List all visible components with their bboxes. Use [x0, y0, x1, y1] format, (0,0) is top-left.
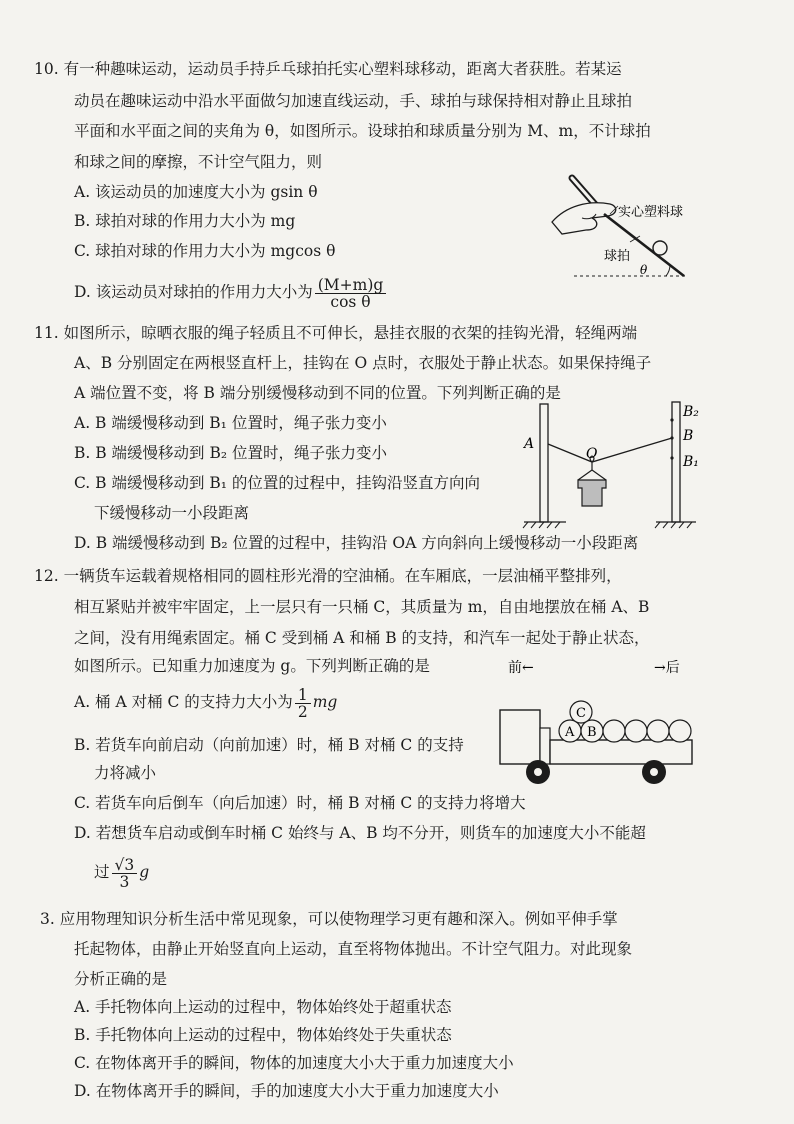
q12-stem-line-2: 相互紧贴并被牢牢固定，上一层只有一只桶 C，其质量为 m，自由地摆放在桶 A、B [74, 598, 650, 616]
label-barrel-c: C [576, 706, 586, 721]
q10-racket-figure [548, 172, 708, 282]
q12-option-c: C. 若货车向后倒车（向后加速）时，桶 B 对桶 C 的支持力将增大 [74, 794, 526, 812]
q10-option-d-numerator: (M+m)g [315, 277, 387, 294]
q10-stem-line-1: 10. 有一种趣味运动，运动员手持乒乓球拍托实心塑料球移动，距离大者获胜。若某运 [34, 60, 622, 78]
q12-truck-figure [494, 658, 706, 788]
q10-option-d [74, 272, 388, 312]
q10-option-a: A. 该运动员的加速度大小为 gsin θ [74, 183, 318, 201]
left-pole [540, 404, 548, 522]
label-b1: B₁ [683, 454, 699, 470]
q12-option-a-denominator: 2 [297, 702, 308, 721]
q13-stem-line-3: 分析正确的是 [74, 970, 168, 988]
truck-cab [500, 710, 540, 764]
q10-option-d-prefix: D. 该运动员对球拍的作用力大小为 [74, 283, 313, 301]
q12-option-d-tail-prefix: 过 [94, 863, 110, 881]
q12-option-d-cont [94, 852, 149, 892]
q10-stem-line-3: 平面和水平面之间的夹角为 θ，如图所示。设球拍和球质量分别为 M、m，不计球拍 [74, 122, 651, 140]
rear-wheel-hub [650, 768, 658, 776]
barrel-5 [647, 720, 669, 742]
label-front: 前← [508, 660, 534, 676]
q12-option-a-prefix: A. 桶 A 对桶 C 的支持力大小为 [74, 693, 293, 711]
q10-option-c: C. 球拍对球的作用力大小为 mgcos θ [74, 242, 336, 260]
b1-marker [670, 456, 673, 459]
fig-angle-label: θ [640, 263, 648, 277]
clothes-icon [578, 480, 606, 506]
q12-option-d-suffix: g [139, 863, 150, 881]
barrel-6 [669, 720, 691, 742]
label-a: A [524, 436, 535, 452]
q12-option-a-fraction [295, 687, 311, 720]
q10-option-b: B. 球拍对球的作用力大小为 mg [74, 212, 296, 230]
label-o: O [586, 446, 598, 462]
q11-stem-line-1: 11. 如图所示，晾晒衣服的绳子轻质且不可伸长，悬挂衣服的衣架的挂钩光滑，轻绳两端 [34, 324, 638, 342]
q12-option-d-denominator: 3 [119, 872, 130, 891]
truck-cab-link [540, 728, 550, 764]
q12-option-b: B. 若货车向前启动（向前加速）时，桶 B 对桶 C 的支持 [74, 736, 464, 754]
angle-arc [666, 265, 670, 276]
label-b: B [683, 428, 694, 444]
ball-icon [653, 241, 667, 255]
front-wheel-hub [534, 768, 542, 776]
q11-option-c: C. B 端缓慢移动到 B₁ 的位置的过程中，挂钩沿竖直方向向 [74, 474, 480, 492]
q11-stem-line-2: A、B 分别固定在两根竖直杆上，挂钩在 O 点时，衣服处于静止状态。如果保持绳子 [74, 354, 652, 372]
hanger-icon [578, 470, 606, 480]
q11-option-c-cont: 下缓慢移动一小段距离 [94, 504, 250, 522]
label-b2: B₂ [683, 404, 699, 420]
q12-stem-line-3: 之间，没有用绳索固定。桶 C 受到桶 A 和桶 B 的支持，和汽车一起处于静止状态， [74, 629, 650, 647]
q11-stem-line-3: A 端位置不变，将 B 端分别缓慢移动到不同的位置。下列判断正确的是 [74, 384, 561, 402]
q12-option-a [74, 682, 337, 722]
q12-option-a-numerator: 1 [295, 687, 311, 704]
q13-option-b: B. 手托物体向上运动的过程中，物体始终处于失重状态 [74, 1026, 452, 1044]
q13-option-d: D. 在物体离开手的瞬间，手的加速度大小大于重力加速度大小 [74, 1082, 499, 1100]
q10-option-d-denominator: cos θ [330, 292, 371, 311]
q13-option-a: A. 手托物体向上运动的过程中，物体始终处于超重状态 [74, 998, 452, 1016]
q12-stem-line-1: 12. 一辆货车运载着规格相同的圆柱形光滑的空油桶。在车厢底，一层油桶平整排列， [34, 567, 622, 585]
barrel-3 [603, 720, 625, 742]
q11-option-b: B. B 端缓慢移动到 B₂ 位置时，绳子张力变小 [74, 444, 388, 462]
q11-clothesline-figure [520, 398, 720, 530]
q13-option-c: C. 在物体离开手的瞬间，物体的加速度大小大于重力加速度大小 [74, 1054, 514, 1072]
q10-stem-line-2: 动员在趣味运动中沿水平面做匀加速直线运动，手、球拍与球保持相对静止且球拍 [74, 92, 633, 110]
q12-option-b-cont: 力将减小 [94, 764, 157, 782]
q12-stem-line-4: 如图所示。已知重力加速度为 g。下列判断正确的是 [74, 657, 430, 675]
q13-stem-line-2: 托起物体，由静止开始竖直向上运动，直至将物体抛出。不计空气阻力。对此现象 [74, 940, 633, 958]
q12-option-a-suffix: mg [312, 693, 338, 711]
label-barrel-b: B [587, 725, 597, 740]
b-marker [670, 436, 673, 439]
fig-ball-label: 实心塑料球 [618, 205, 684, 220]
q12-option-d-numerator: √3 [112, 857, 138, 874]
rope [548, 438, 672, 462]
barrel-4 [625, 720, 647, 742]
fig-racket-label: 球拍 [604, 249, 631, 264]
truck-bed [550, 740, 692, 764]
q10-stem-line-4: 和球之间的摩擦，不计空气阻力，则 [74, 153, 323, 171]
label-barrel-a: A [565, 725, 575, 740]
label-back: →后 [654, 660, 680, 676]
q11-option-a: A. B 端缓慢移动到 B₁ 位置时，绳子张力变小 [74, 414, 387, 432]
b2-marker [670, 418, 673, 421]
q10-option-d-fraction [315, 277, 387, 310]
q12-option-d-fraction [112, 857, 138, 890]
ground-hatch [523, 522, 692, 528]
q13-stem-line-1: 3. 应用物理知识分析生活中常见现象，可以使物理学习更有趣和深入。例如平伸手掌 [40, 910, 618, 928]
q12-option-d: D. 若想货车启动或倒车时桶 C 始终与 A、B 均不分开，则货车的加速度大小不能超 [74, 824, 646, 842]
q11-option-d: D. B 端缓慢移动到 B₂ 位置的过程中，挂钩沿 OA 方向斜向上缓慢移动一小段距离 [74, 534, 639, 552]
